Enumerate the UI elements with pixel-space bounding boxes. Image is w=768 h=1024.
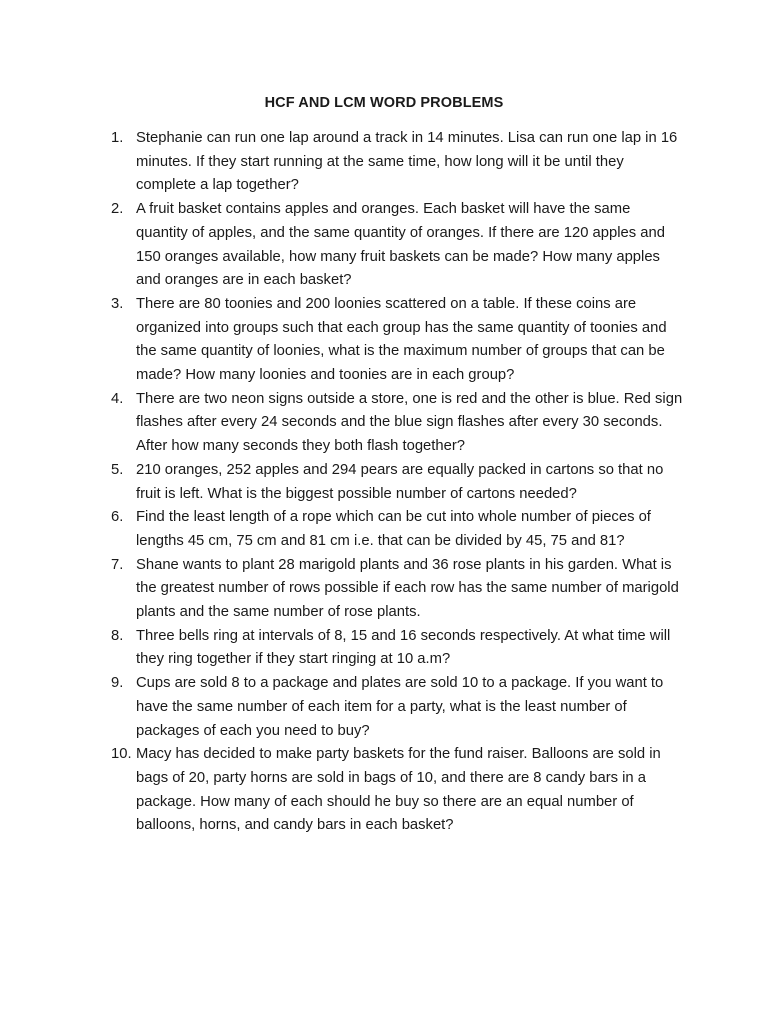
problem-number: 2. [111,201,124,218]
problem-text: Shane wants to plant 28 marigold plants and 36 rose plants in his garden. What is the greatest number of rows possible if each row has the same number of marigold plants and the same number of rose plants. [136,556,679,621]
problem-text: 210 oranges, 252 apples and 294 pears are equally packed in cartons so that no fruit is left. What is the biggest possible number of cartons needed? [136,461,664,502]
list-item [111,459,686,506]
problem-number: 5. [111,461,124,478]
problem-number: 1. [111,130,124,146]
problem-text: Find the least length of a rope which can be cut into whole number of pieces of lengths 45 cm, 75 cm and 81 cm i.e. that can be divided by 45, 75 and 81? [136,509,651,549]
problem-text: There are 80 toonies and 200 loonies scattered on a table. If these coins are organized into groups such that each group has the same quantity of toonies and the same quantity of loonies, what is the maximum number of groups that can be made? How many loonies and toonies are in each group? [136,295,667,384]
list-item [111,198,686,293]
list-item [111,293,686,388]
problem-text: Three bells ring at intervals of 8, 15 and 16 seconds respectively. At what time will they ring together if they start ringing at 10 a.m? [136,627,671,668]
document-title: HCF AND LCM WORD PROBLEMS [264,95,504,111]
list-item [111,554,686,625]
problem-text: There are two neon signs outside a store, one is red and the other is blue. Red sign flashes after every 24 seconds and the blue sign flashes after every 30 seconds. After how many seconds they both flash together? [136,390,683,455]
problem-number: 4. [111,390,124,407]
list-item [111,388,686,459]
problem-number: 10. [111,746,132,763]
problem-number: 9. [111,675,124,692]
list-item [111,625,686,672]
list-item [111,743,686,838]
problem-text: Cups are sold 8 to a package and plates are sold 10 to a package. If you want to have the same number of each item for a party, what is the least number of packages of each you need to buy? [136,675,664,739]
problem-text: A fruit basket contains apples and oranges. Each basket will have the same quantity of apples, and the same quantity of oranges. If there are 120 apples and 150 oranges available, how many fruit baskets can be made? How many apples and oranges are in each basket? [136,201,665,289]
problem-number: 7. [111,556,124,573]
list-item [111,127,686,198]
problem-text: Macy has decided to make party baskets for the fund raiser. Balloons are sold in bags of 20, party horns are sold in bags of 10, and there are 8 candy bars in a package. How many of each should he buy so there are an equal number of balloons, horns, and candy bars in each basket? [136,746,661,834]
problem-number: 6. [111,509,124,526]
problem-text: Stephanie can run one lap around a track in 14 minutes. Lisa can run one lap in 16 minutes. If they start running at the same time, how long will it be until they complete a lap together? [136,130,678,194]
list-item [111,672,686,743]
list-item [111,506,686,553]
problem-number: 3. [111,295,124,312]
problem-number: 8. [111,627,124,644]
problem-list [111,127,686,838]
